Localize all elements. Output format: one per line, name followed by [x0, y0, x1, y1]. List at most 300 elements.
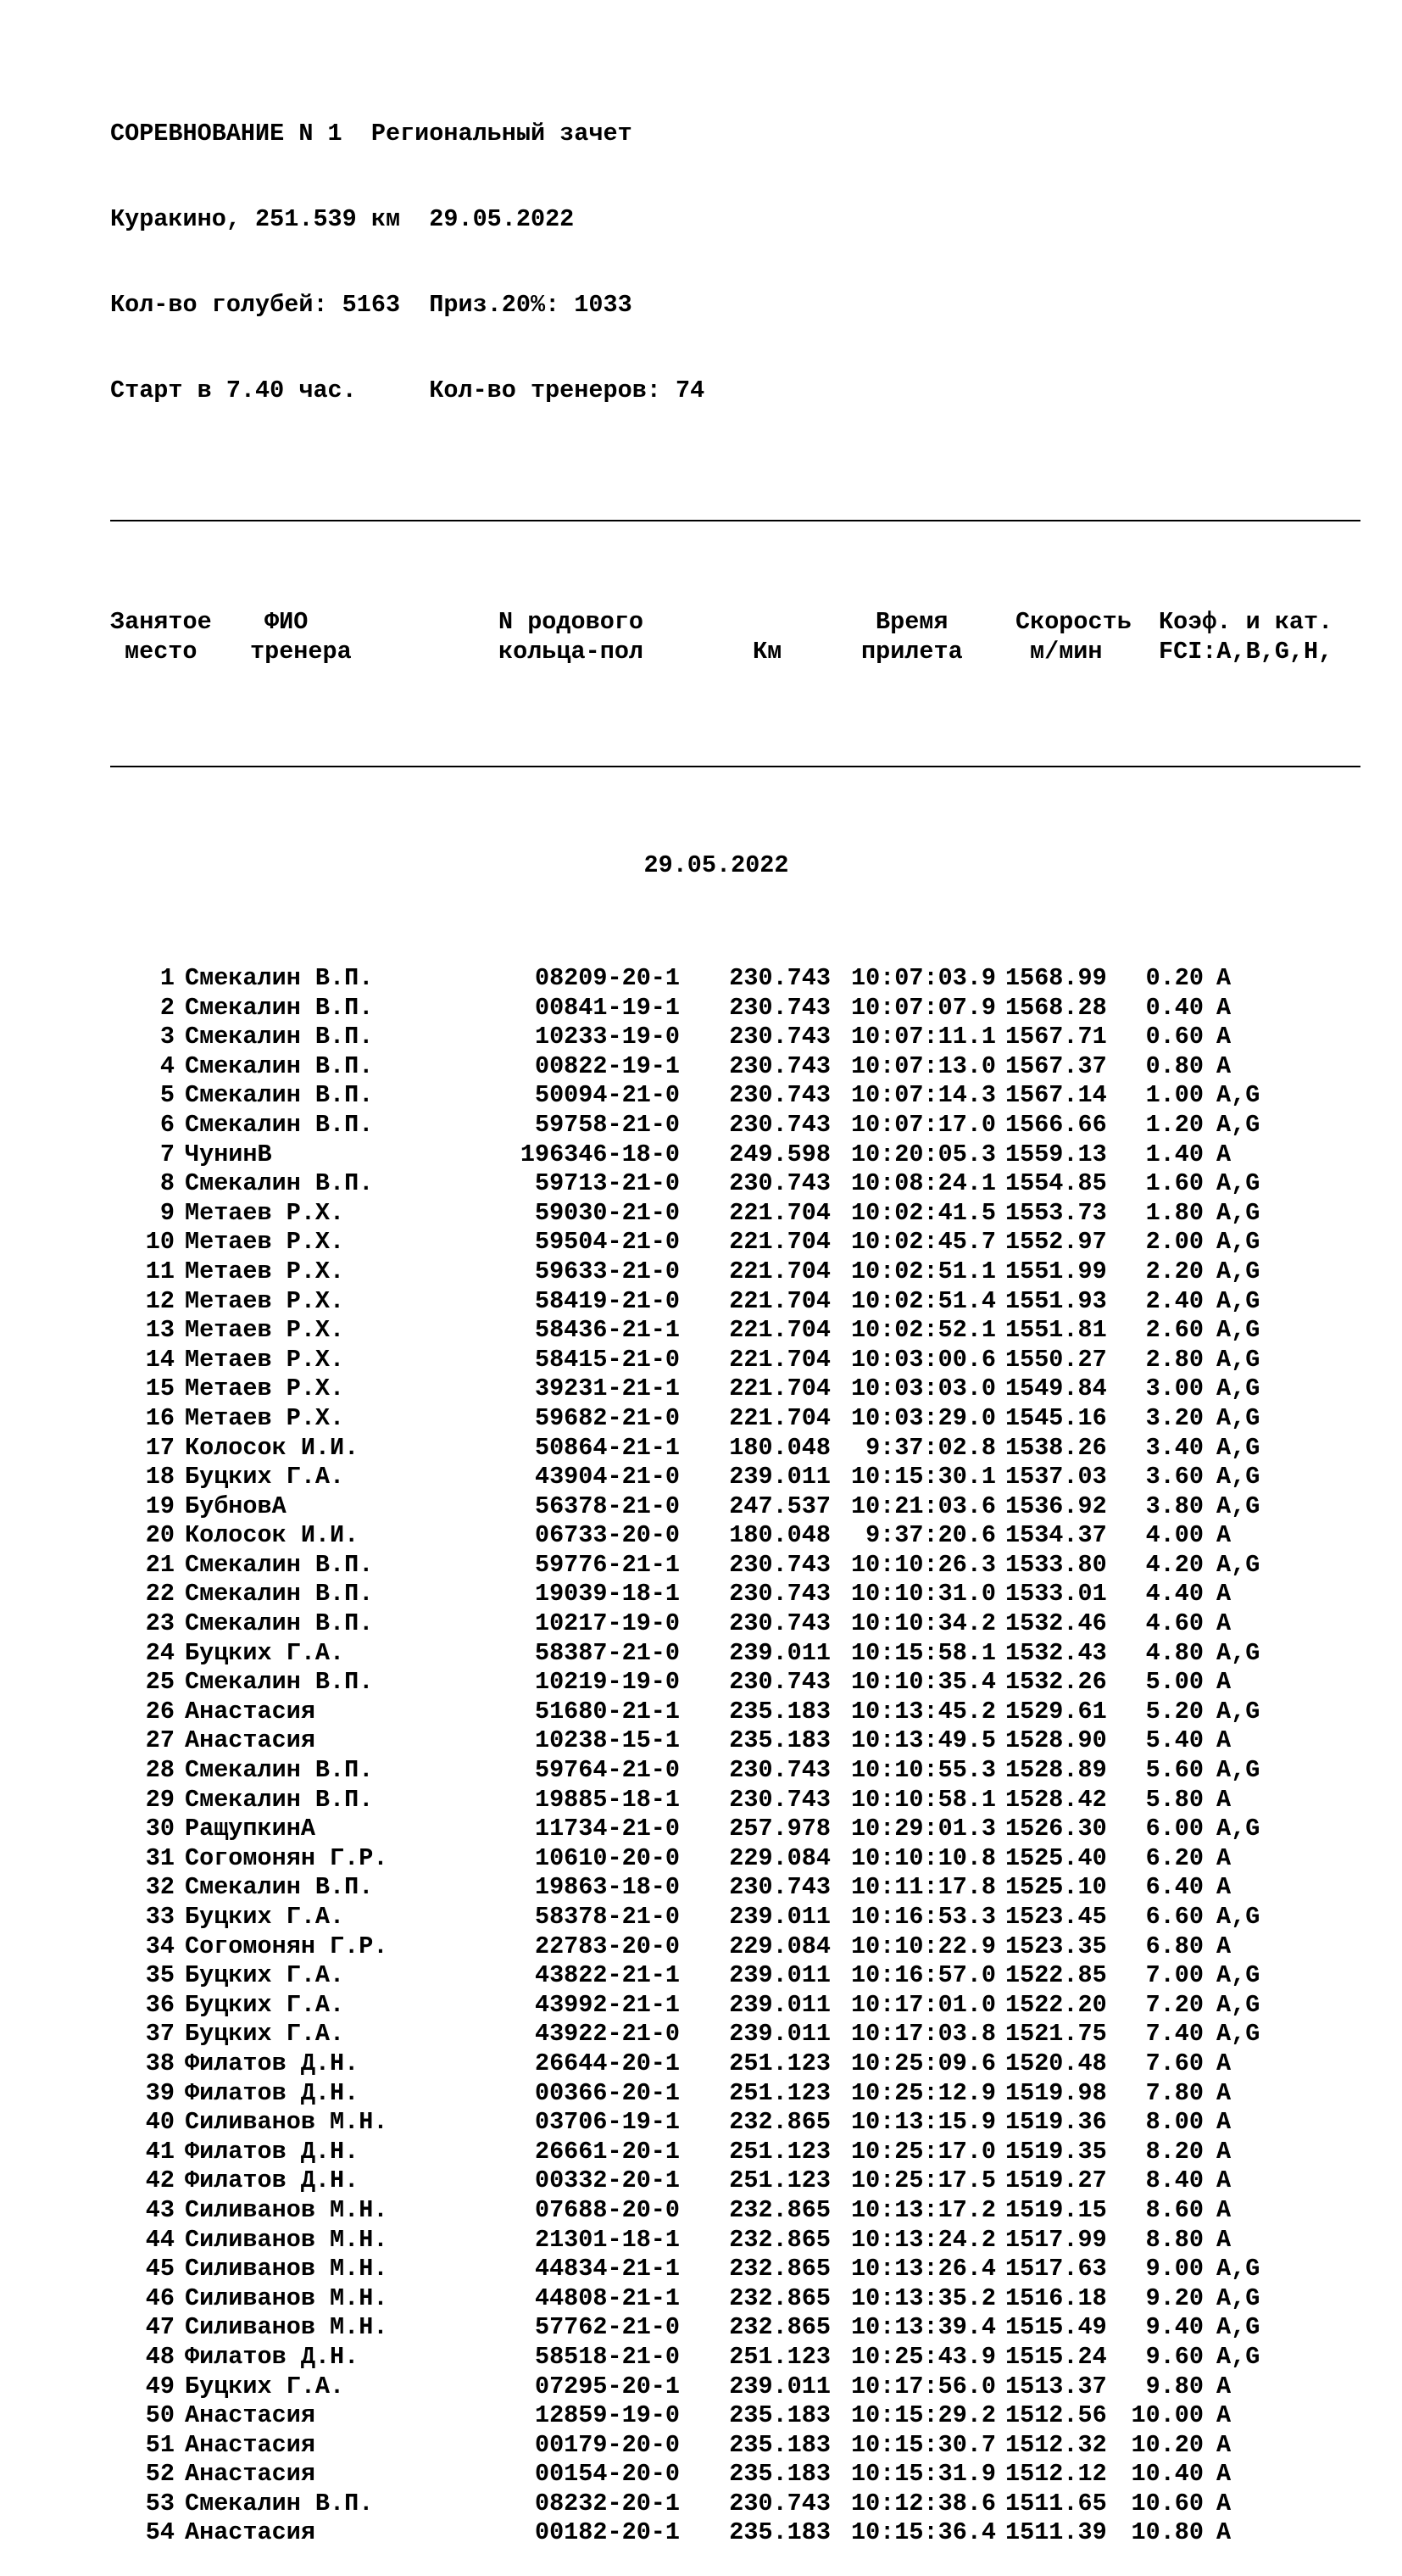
speed-cell: 1519.36 [1005, 2108, 1107, 2137]
trainer-name-cell: Буцких Г.А. [185, 1638, 345, 1667]
arrival-time-cell: 10:17:03.8 [850, 2020, 996, 2049]
distance-km-cell: 230.743 [729, 1873, 831, 1902]
category-cell: A,G [1216, 1463, 1260, 1492]
speed-cell: 1567.37 [1005, 1051, 1107, 1080]
place-cell: 13 [145, 1316, 175, 1345]
coefficient-cell: 3.80 [1145, 1492, 1204, 1520]
speed-cell: 1519.98 [1005, 2078, 1107, 2107]
distance-km-cell: 232.865 [729, 2313, 831, 2342]
distance-km-cell: 232.865 [729, 2195, 831, 2224]
arrival-time-cell: 10:10:22.9 [850, 1932, 996, 1960]
place-cell: 24 [145, 1638, 175, 1667]
table-row [110, 2372, 1365, 2402]
trainer-name-cell: Филатов Д.Н. [185, 2049, 359, 2077]
table-row [110, 2343, 1365, 2372]
coefficient-cell: 1.00 [1145, 1081, 1204, 1110]
category-cell: A,G [1216, 1492, 1260, 1520]
place-cell: 21 [145, 1550, 175, 1579]
coefficient-cell: 1.40 [1145, 1140, 1204, 1168]
category-cell: A [1216, 993, 1232, 1022]
coefficient-cell: 2.80 [1145, 1345, 1204, 1374]
distance-km-cell: 221.704 [729, 1257, 831, 1285]
place-cell: 11 [145, 1257, 175, 1285]
arrival-time-cell: 10:03:03.0 [850, 1374, 996, 1403]
distance-km-cell: 232.865 [729, 2283, 831, 2312]
table-row [110, 1346, 1365, 1375]
place-cell: 22 [145, 1580, 175, 1609]
speed-cell: 1519.15 [1005, 2195, 1107, 2224]
speed-cell: 1554.85 [1005, 1169, 1107, 1198]
coefficient-cell: 2.60 [1145, 1316, 1204, 1345]
arrival-time-cell: 10:07:14.3 [850, 1081, 996, 1110]
place-cell: 30 [145, 1815, 175, 1843]
speed-cell: 1512.56 [1005, 2401, 1107, 2430]
trainer-name-cell: Смекалин В.П. [185, 1668, 374, 1697]
distance-km-cell: 229.084 [729, 1843, 831, 1872]
coefficient-cell: 8.80 [1145, 2225, 1204, 2254]
speed-cell: 1528.90 [1005, 1726, 1107, 1755]
table-row [110, 1580, 1365, 1609]
speed-cell: 1525.10 [1005, 1873, 1107, 1902]
distance-km-cell: 230.743 [729, 1051, 831, 1080]
table-row [110, 1698, 1365, 1727]
ring-number-cell: 59030-21-0 [534, 1198, 680, 1227]
trainer-name-cell: Буцких Г.А. [185, 2020, 345, 2049]
arrival-time-cell: 10:10:55.3 [850, 1756, 996, 1785]
coefficient-cell: 1.60 [1145, 1169, 1204, 1198]
category-cell: A,G [1216, 2283, 1260, 2312]
distance-km-cell: 235.183 [729, 2518, 831, 2547]
distance-km-cell: 230.743 [729, 993, 831, 1022]
distance-km-cell: 230.743 [729, 1668, 831, 1697]
arrival-time-cell: 10:03:00.6 [850, 1345, 996, 1374]
col-coef-label-1: Коэф. и кат. [1159, 608, 1333, 636]
category-cell: A,G [1216, 1697, 1260, 1726]
place-cell: 2 [159, 993, 175, 1022]
speed-cell: 1511.65 [1005, 2489, 1107, 2517]
coefficient-cell: 10.60 [1131, 2489, 1204, 2517]
speed-cell: 1516.18 [1005, 2283, 1107, 2312]
arrival-time-cell: 10:25:12.9 [850, 2078, 996, 2107]
place-cell: 51 [145, 2430, 175, 2459]
place-cell: 18 [145, 1463, 175, 1492]
table-row [110, 1257, 1365, 1287]
ring-number-cell: 57762-21-0 [534, 2313, 680, 2342]
trainer-name-cell: Колосок И.И. [185, 1521, 359, 1550]
distance-km-cell: 257.978 [729, 1815, 831, 1843]
ring-number-cell: 51680-21-1 [534, 1697, 680, 1726]
distance-km-cell: 221.704 [729, 1228, 831, 1257]
speed-cell: 1537.03 [1005, 1463, 1107, 1492]
ring-number-cell: 59776-21-1 [534, 1550, 680, 1579]
table-row [110, 1756, 1365, 1786]
speed-cell: 1522.20 [1005, 1990, 1107, 2019]
speed-cell: 1566.66 [1005, 1110, 1107, 1139]
category-cell: A [1216, 2195, 1232, 2224]
table-row [110, 1786, 1365, 1815]
ring-number-cell: 43904-21-0 [534, 1463, 680, 1492]
category-cell: A,G [1216, 1961, 1260, 1990]
coefficient-cell: 9.60 [1145, 2342, 1204, 2371]
category-cell: A [1216, 2166, 1232, 2195]
coefficient-cell: 4.80 [1145, 1638, 1204, 1667]
distance-km-cell: 251.123 [729, 2078, 831, 2107]
table-row [110, 2255, 1365, 2284]
coefficient-cell: 0.20 [1145, 964, 1204, 992]
table-row [110, 1316, 1365, 1346]
category-cell: A,G [1216, 1081, 1260, 1110]
header-bottom-rule [110, 766, 1360, 767]
distance-km-cell: 251.123 [729, 2137, 831, 2166]
speed-cell: 1545.16 [1005, 1403, 1107, 1432]
coefficient-cell: 5.20 [1145, 1697, 1204, 1726]
table-row [110, 1873, 1365, 1903]
trainer-name-cell: Филатов Д.Н. [185, 2166, 359, 2195]
place-cell: 54 [145, 2518, 175, 2547]
category-cell: A,G [1216, 1550, 1260, 1579]
trainer-name-cell: Метаев Р.Х. [185, 1316, 345, 1345]
distance-km-cell: 251.123 [729, 2049, 831, 2077]
distance-km-cell: 230.743 [729, 1580, 831, 1609]
trainer-name-cell: Смекалин В.П. [185, 1051, 374, 1080]
table-row [110, 1463, 1365, 1492]
arrival-time-cell: 10:13:49.5 [850, 1726, 996, 1755]
trainer-name-cell: ЧунинВ [185, 1140, 272, 1168]
speed-cell: 1528.42 [1005, 1785, 1107, 1814]
table-row [110, 994, 1365, 1023]
coefficient-cell: 8.00 [1145, 2108, 1204, 2137]
place-cell: 48 [145, 2342, 175, 2371]
speed-cell: 1512.32 [1005, 2430, 1107, 2459]
category-cell: A,G [1216, 2020, 1260, 2049]
distance-km-cell: 235.183 [729, 2430, 831, 2459]
table-row [110, 2020, 1365, 2049]
place-cell: 41 [145, 2137, 175, 2166]
place-cell: 52 [145, 2460, 175, 2489]
place-cell: 35 [145, 1961, 175, 1990]
place-cell: 47 [145, 2313, 175, 2342]
trainer-name-cell: Смекалин В.П. [185, 1609, 374, 1638]
trainer-name-cell: Смекалин В.П. [185, 1023, 374, 1051]
table-row [110, 1932, 1365, 1962]
ring-number-cell: 22783-20-0 [534, 1932, 680, 1960]
speed-cell: 1511.39 [1005, 2518, 1107, 2547]
coefficient-cell: 6.60 [1145, 1903, 1204, 1931]
arrival-time-cell: 10:07:07.9 [850, 993, 996, 1022]
table-row [110, 2138, 1365, 2167]
table-row [110, 1199, 1365, 1229]
arrival-time-cell: 10:13:39.4 [850, 2313, 996, 2342]
place-cell: 4 [159, 1051, 175, 1080]
distance-km-cell: 232.865 [729, 2255, 831, 2283]
distance-km-cell: 251.123 [729, 2166, 831, 2195]
trainer-name-cell: Силиванов М.Н. [185, 2195, 388, 2224]
coefficient-cell: 8.40 [1145, 2166, 1204, 2195]
col-ring-label-2: кольца-пол [498, 638, 644, 666]
distance-km-cell: 221.704 [729, 1198, 831, 1227]
table-row [110, 1081, 1365, 1111]
category-cell: A [1216, 2137, 1232, 2166]
place-cell: 34 [145, 1932, 175, 1960]
distance-km-cell: 230.743 [729, 1550, 831, 1579]
coefficient-cell: 9.40 [1145, 2313, 1204, 2342]
arrival-time-cell: 10:15:31.9 [850, 2460, 996, 2489]
coefficient-cell: 3.40 [1145, 1433, 1204, 1462]
results-table [110, 964, 1365, 2548]
place-cell: 10 [145, 1228, 175, 1257]
speed-cell: 1549.84 [1005, 1374, 1107, 1403]
distance-km-cell: 230.743 [729, 1110, 831, 1139]
trainer-name-cell: Смекалин В.П. [185, 993, 374, 1022]
col-time-label-2: прилета [861, 638, 963, 666]
place-cell: 8 [159, 1169, 175, 1198]
category-cell: A [1216, 1726, 1232, 1755]
distance-km-cell: 249.598 [729, 1140, 831, 1168]
place-cell: 12 [145, 1286, 175, 1315]
speed-cell: 1519.35 [1005, 2137, 1107, 2166]
category-cell: A [1216, 964, 1232, 992]
place-cell: 40 [145, 2108, 175, 2137]
coefficient-cell: 0.80 [1145, 1051, 1204, 1080]
trainer-name-cell: Смекалин В.П. [185, 1873, 374, 1902]
ring-number-cell: 59758-21-0 [534, 1110, 680, 1139]
header-top-rule [110, 520, 1360, 521]
table-row [110, 1287, 1365, 1317]
ring-number-cell: 59504-21-0 [534, 1228, 680, 1257]
coefficient-cell: 7.80 [1145, 2078, 1204, 2107]
speed-cell: 1522.85 [1005, 1961, 1107, 1990]
trainer-name-cell: Метаев Р.Х. [185, 1228, 345, 1257]
distance-km-cell: 221.704 [729, 1345, 831, 1374]
trainer-name-cell: Буцких Г.А. [185, 1903, 345, 1931]
col-time-label-1: Время [876, 608, 949, 636]
place-cell: 43 [145, 2195, 175, 2224]
distance-km-cell: 221.704 [729, 1286, 831, 1315]
category-cell: A [1216, 1668, 1232, 1697]
ring-number-cell: 00366-20-1 [534, 2078, 680, 2107]
table-row [110, 2490, 1365, 2519]
col-km-label: Км [753, 638, 782, 666]
trainer-name-cell: Анастасия [185, 2518, 315, 2547]
trainer-name-cell: Метаев Р.Х. [185, 1257, 345, 1285]
arrival-time-cell: 10:13:15.9 [850, 2108, 996, 2137]
ring-number-cell: 58415-21-0 [534, 1345, 680, 1374]
distance-km-cell: 235.183 [729, 1726, 831, 1755]
ring-number-cell: 59633-21-0 [534, 1257, 680, 1285]
distance-km-cell: 239.011 [729, 1463, 831, 1492]
speed-cell: 1529.61 [1005, 1697, 1107, 1726]
ring-number-cell: 00154-20-0 [534, 2460, 680, 2489]
trainer-name-cell: Буцких Г.А. [185, 1961, 345, 1990]
coefficient-cell: 6.80 [1145, 1932, 1204, 1960]
category-cell: A,G [1216, 1169, 1260, 1198]
arrival-time-cell: 10:15:58.1 [850, 1638, 996, 1667]
trainer-name-cell: Колосок И.И. [185, 1433, 359, 1462]
trainer-name-cell: Филатов Д.Н. [185, 2342, 359, 2371]
arrival-time-cell: 10:07:11.1 [850, 1023, 996, 1051]
category-cell: A [1216, 2401, 1232, 2430]
arrival-time-cell: 10:25:43.9 [850, 2342, 996, 2371]
place-cell: 32 [145, 1873, 175, 1902]
col-coef-label-2: FCI:A,B,G,H, [1159, 638, 1333, 666]
competition-title: СОРЕВНОВАНИЕ N 1 Региональный зачет [110, 120, 632, 148]
category-cell: A [1216, 2518, 1232, 2547]
category-cell: A,G [1216, 1316, 1260, 1345]
arrival-time-cell: 10:10:31.0 [850, 1580, 996, 1609]
arrival-time-cell: 10:13:24.2 [850, 2225, 996, 2254]
ring-number-cell: 00822-19-1 [534, 1051, 680, 1080]
arrival-time-cell: 9:37:02.8 [865, 1433, 996, 1462]
trainer-name-cell: Согомонян Г.Р. [185, 1843, 388, 1872]
coefficient-cell: 3.00 [1145, 1374, 1204, 1403]
results-document [110, 63, 1365, 2576]
coefficient-cell: 7.20 [1145, 1990, 1204, 2019]
arrival-time-cell: 10:16:57.0 [850, 1961, 996, 1990]
ring-number-cell: 07295-20-1 [534, 2372, 680, 2400]
col-ring-label-1: N родового [498, 608, 644, 636]
speed-cell: 1551.99 [1005, 1257, 1107, 1285]
category-cell: A,G [1216, 1228, 1260, 1257]
table-row [110, 1668, 1365, 1698]
place-cell: 16 [145, 1403, 175, 1432]
trainer-name-cell: Филатов Д.Н. [185, 2137, 359, 2166]
trainer-name-cell: Смекалин В.П. [185, 1550, 374, 1579]
table-row [110, 1609, 1365, 1639]
category-cell: A [1216, 1023, 1232, 1051]
coefficient-cell: 2.40 [1145, 1286, 1204, 1315]
ring-number-cell: 08232-20-1 [534, 2489, 680, 2517]
trainer-name-cell: Филатов Д.Н. [185, 2078, 359, 2107]
speed-cell: 1528.89 [1005, 1756, 1107, 1785]
coefficient-cell: 7.00 [1145, 1961, 1204, 1990]
category-cell: A [1216, 1140, 1232, 1168]
arrival-time-cell: 10:15:29.2 [850, 2401, 996, 2430]
trainer-name-cell: Смекалин В.П. [185, 964, 374, 992]
arrival-time-cell: 10:25:17.5 [850, 2166, 996, 2195]
ring-number-cell: 50864-21-1 [534, 1433, 680, 1462]
distance-km-cell: 221.704 [729, 1403, 831, 1432]
coefficient-cell: 2.00 [1145, 1228, 1204, 1257]
ring-number-cell: 50094-21-0 [534, 1081, 680, 1110]
table-row [110, 1961, 1365, 1991]
coefficient-cell: 5.40 [1145, 1726, 1204, 1755]
place-cell: 27 [145, 1726, 175, 1755]
coefficient-cell: 6.00 [1145, 1815, 1204, 1843]
arrival-time-cell: 10:15:30.1 [850, 1463, 996, 1492]
pigeon-count-line: Кол-во голубей: 5163 Приз.20%: 1033 [110, 291, 632, 319]
distance-km-cell: 230.743 [729, 1023, 831, 1051]
release-point-line: Куракино, 251.539 км 29.05.2022 [110, 205, 575, 233]
ring-number-cell: 07688-20-0 [534, 2195, 680, 2224]
place-cell: 5 [159, 1081, 175, 1110]
speed-cell: 1559.13 [1005, 1140, 1107, 1168]
coefficient-cell: 7.60 [1145, 2049, 1204, 2077]
coefficient-cell: 0.60 [1145, 1023, 1204, 1051]
speed-cell: 1525.40 [1005, 1843, 1107, 1872]
table-row [110, 1492, 1365, 1522]
ring-number-cell: 58518-21-0 [534, 2342, 680, 2371]
column-headers [110, 607, 1365, 666]
speed-cell: 1533.01 [1005, 1580, 1107, 1609]
trainer-name-cell: Силиванов М.Н. [185, 2283, 388, 2312]
coefficient-cell: 10.20 [1131, 2430, 1204, 2459]
coefficient-cell: 8.60 [1145, 2195, 1204, 2224]
category-cell: A,G [1216, 2255, 1260, 2283]
speed-cell: 1526.30 [1005, 1815, 1107, 1843]
col-speed-label-2: м/мин [1030, 638, 1103, 666]
place-cell: 3 [159, 1023, 175, 1051]
arrival-time-cell: 10:08:24.1 [850, 1169, 996, 1198]
speed-cell: 1568.99 [1005, 964, 1107, 992]
start-time-line: Старт в 7.40 час. Кол-во тренеров: 74 [110, 376, 705, 404]
place-cell: 33 [145, 1903, 175, 1931]
coefficient-cell: 4.00 [1145, 1521, 1204, 1550]
category-cell: A [1216, 1843, 1232, 1872]
place-cell: 42 [145, 2166, 175, 2195]
category-cell: A,G [1216, 1433, 1260, 1462]
trainer-name-cell: Анастасия [185, 2430, 315, 2459]
arrival-time-cell: 10:16:53.3 [850, 1903, 996, 1931]
table-row [110, 1052, 1365, 1082]
distance-km-cell: 251.123 [729, 2342, 831, 2371]
category-cell: A [1216, 2489, 1232, 2517]
place-cell: 23 [145, 1609, 175, 1638]
coefficient-cell: 10.00 [1131, 2401, 1204, 2430]
distance-km-cell: 221.704 [729, 1316, 831, 1345]
arrival-time-cell: 10:03:29.0 [850, 1403, 996, 1432]
speed-cell: 1519.27 [1005, 2166, 1107, 2195]
category-cell: A [1216, 2372, 1232, 2400]
distance-km-cell: 239.011 [729, 1903, 831, 1931]
coefficient-cell: 5.80 [1145, 1785, 1204, 1814]
trainer-name-cell: БубновА [185, 1492, 287, 1520]
category-cell: A,G [1216, 2342, 1260, 2371]
speed-cell: 1532.43 [1005, 1638, 1107, 1667]
ring-number-cell: 39231-21-1 [534, 1374, 680, 1403]
ring-number-cell: 43922-21-0 [534, 2020, 680, 2049]
place-cell: 44 [145, 2225, 175, 2254]
table-row [110, 1140, 1365, 1170]
ring-number-cell: 43992-21-1 [534, 1990, 680, 2019]
category-cell: A [1216, 2225, 1232, 2254]
table-row [110, 964, 1365, 994]
table-row [110, 1551, 1365, 1581]
place-cell: 20 [145, 1521, 175, 1550]
speed-cell: 1532.46 [1005, 1609, 1107, 1638]
speed-cell: 1517.63 [1005, 2255, 1107, 2283]
arrival-time-cell: 10:10:34.2 [850, 1609, 996, 1638]
distance-km-cell: 230.743 [729, 2489, 831, 2517]
category-cell: A [1216, 1932, 1232, 1960]
place-cell: 49 [145, 2372, 175, 2400]
trainer-name-cell: Смекалин В.П. [185, 1110, 374, 1139]
coefficient-cell: 5.60 [1145, 1756, 1204, 1785]
trainer-name-cell: Метаев Р.Х. [185, 1374, 345, 1403]
coefficient-cell: 4.20 [1145, 1550, 1204, 1579]
place-cell: 15 [145, 1374, 175, 1403]
arrival-time-cell: 10:13:17.2 [850, 2195, 996, 2224]
place-cell: 50 [145, 2401, 175, 2430]
category-cell: A [1216, 1521, 1232, 1550]
place-cell: 37 [145, 2020, 175, 2049]
ring-number-cell: 00182-20-1 [534, 2518, 680, 2547]
speed-cell: 1533.80 [1005, 1550, 1107, 1579]
table-row [110, 2460, 1365, 2490]
table-row [110, 1844, 1365, 1874]
arrival-time-cell: 10:02:45.7 [850, 1228, 996, 1257]
coefficient-cell: 2.20 [1145, 1257, 1204, 1285]
col-place-label-1: Занятое [110, 608, 212, 636]
